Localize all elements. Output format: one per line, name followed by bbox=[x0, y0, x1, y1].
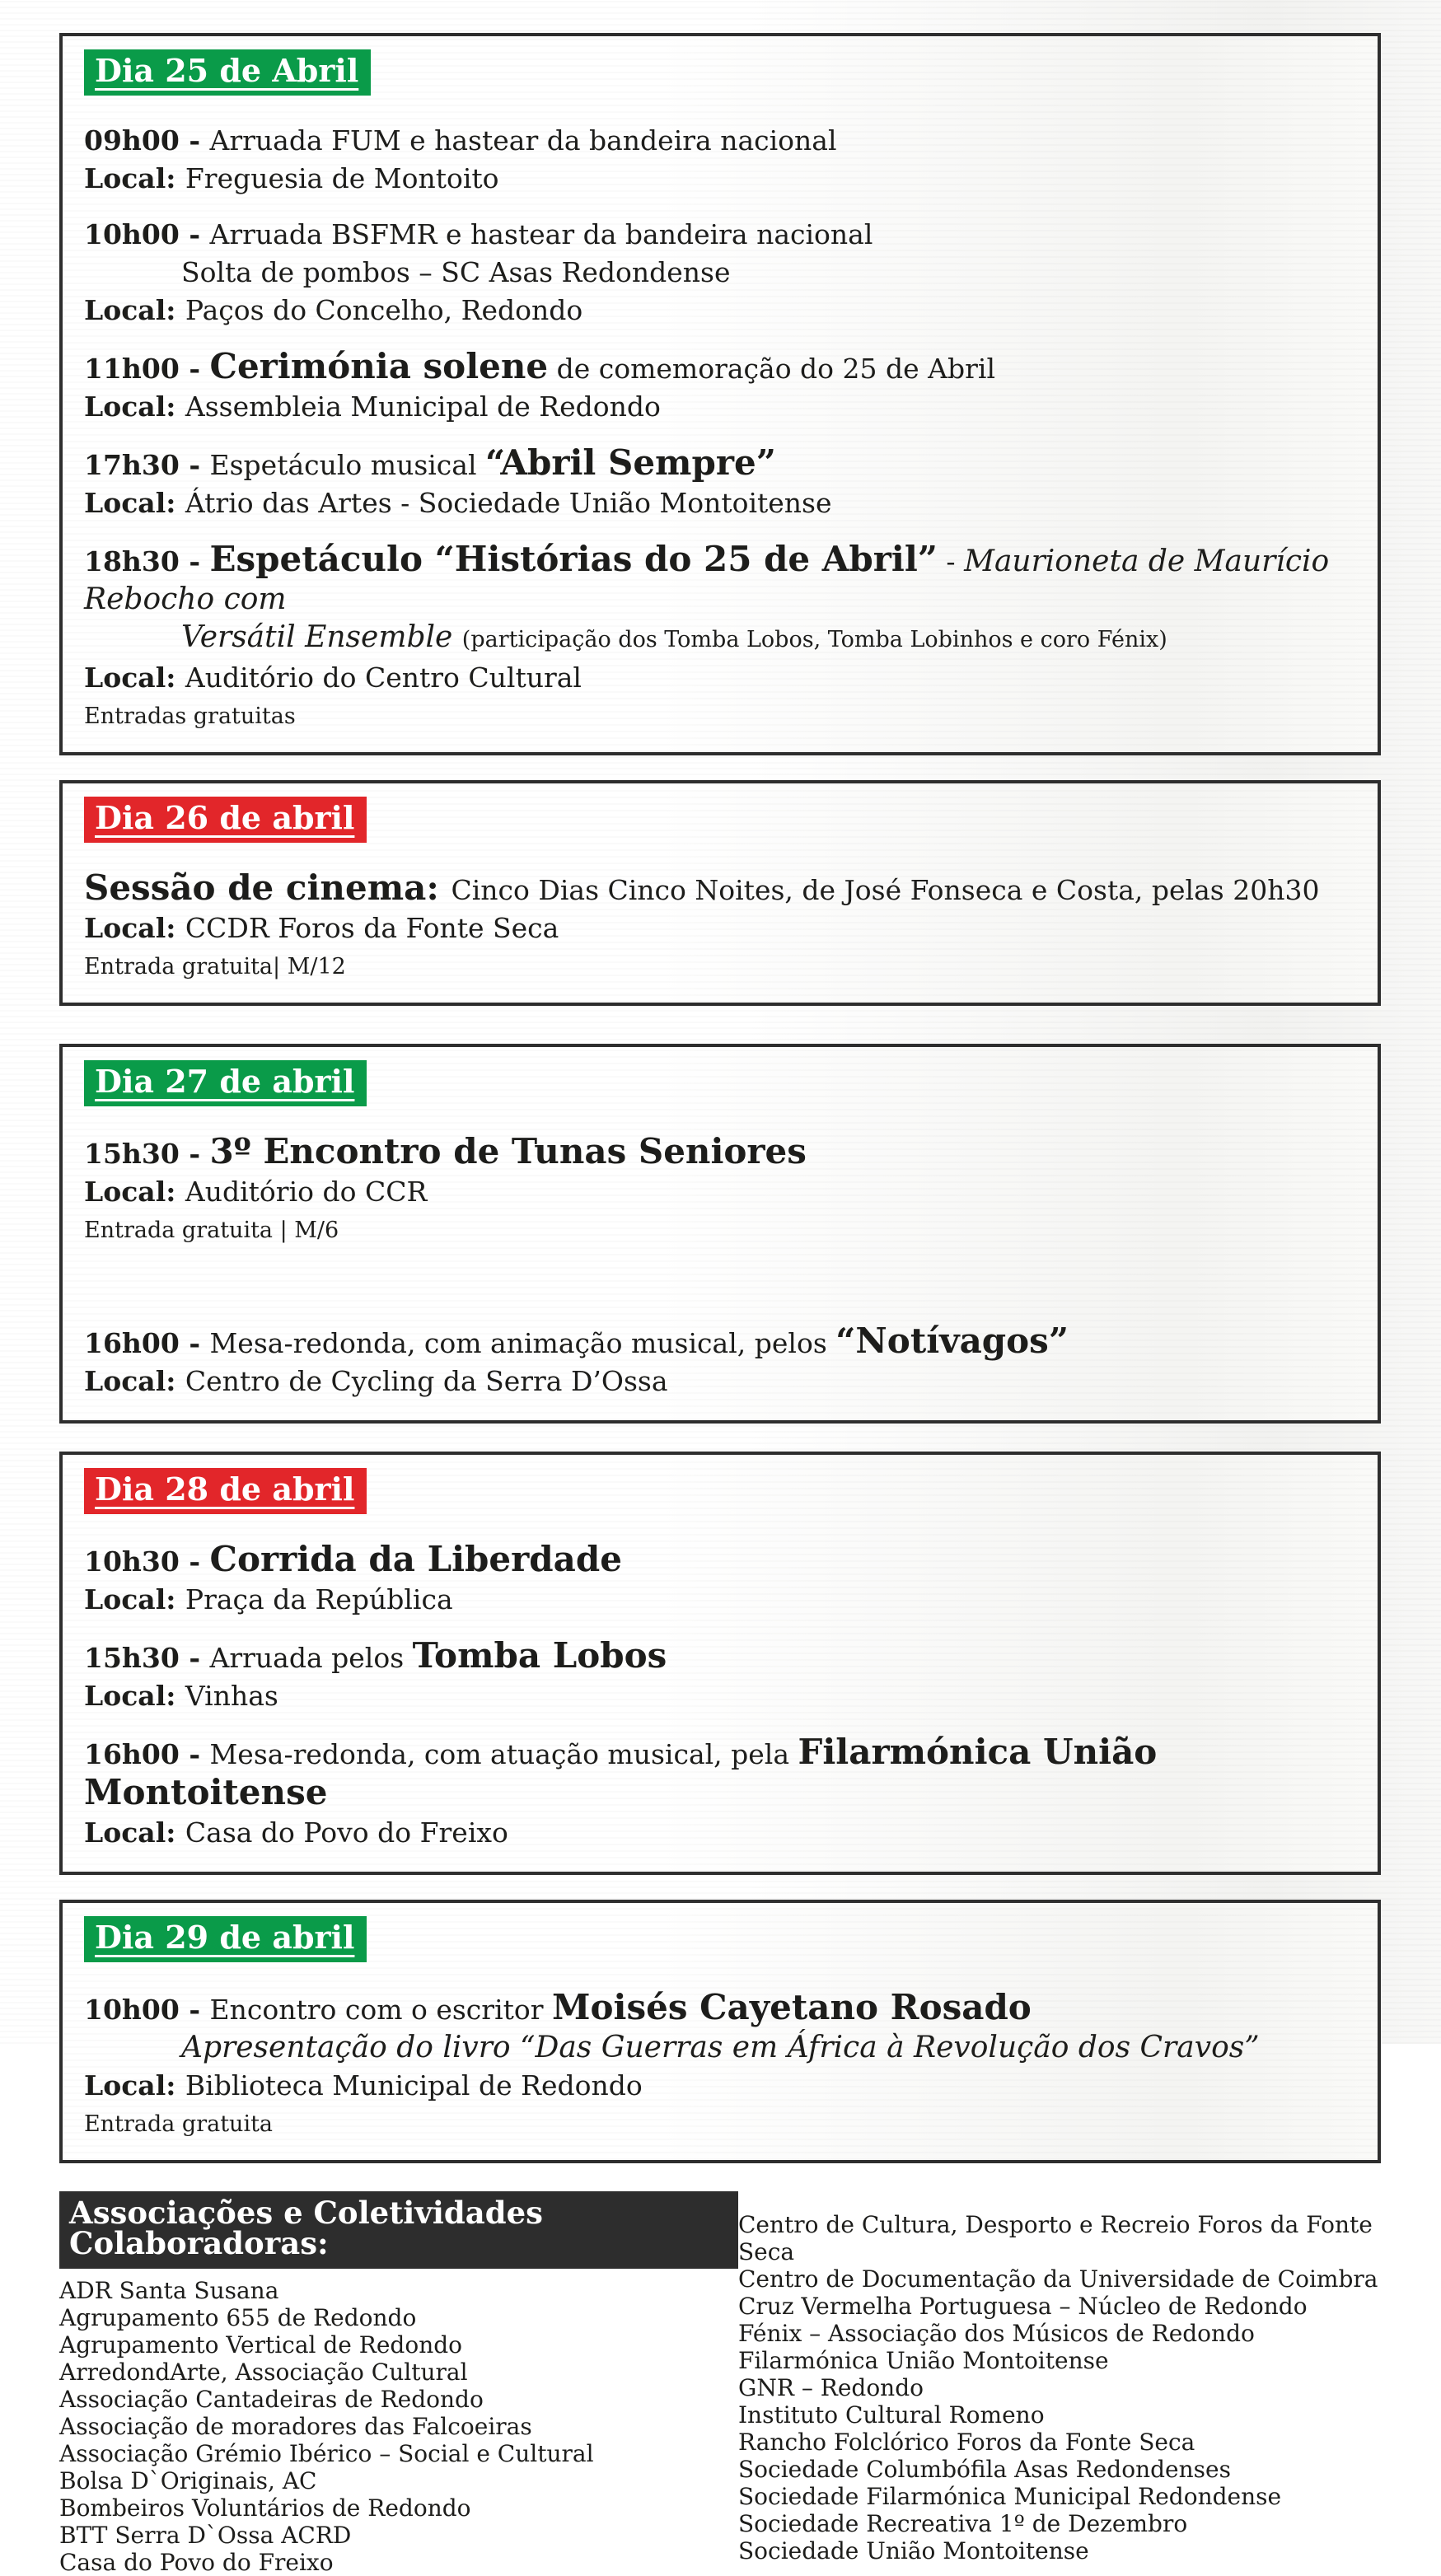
event-line bbox=[84, 1213, 1356, 1246]
event-line bbox=[84, 1363, 1356, 1400]
event-line bbox=[84, 216, 1356, 254]
segment-small: (participação dos Tomba Lobos, Tomba Lobinhos e coro Fénix) bbox=[461, 627, 1167, 652]
associations-section bbox=[59, 2191, 1381, 2576]
segment-text: Casa do Povo do Freixo bbox=[185, 1816, 508, 1849]
event-line bbox=[84, 1133, 1356, 1173]
segment-text: Paços do Concelho, Redondo bbox=[185, 294, 583, 326]
segment-text: Centro de Cycling da Serra D’Ossa bbox=[185, 1365, 668, 1397]
segment-time: 10h00 - bbox=[84, 218, 210, 250]
segment-text: Assembleia Municipal de Redondo bbox=[185, 390, 661, 423]
segment-label: Local: bbox=[84, 1365, 185, 1397]
association-item: Centro de Documentação da Universidade de Coimbra bbox=[738, 2265, 1378, 2293]
segment-big: Corrida da Liberdade bbox=[209, 1539, 622, 1579]
event-line bbox=[84, 122, 1356, 160]
event-line bbox=[84, 1173, 1356, 1211]
segment-time: 18h30 - bbox=[84, 545, 210, 577]
segment-text: Freguesia de Montoito bbox=[185, 162, 499, 194]
event-line bbox=[84, 160, 1356, 198]
segment-label: Local: bbox=[84, 1583, 185, 1615]
segment-text: Espetáculo musical bbox=[209, 449, 486, 481]
segment-big: Espetáculo “Histórias do 25 de Abril” bbox=[209, 539, 938, 579]
association-item: Cruz Vermelha Portuguesa – Núcleo de Redondo bbox=[738, 2293, 1308, 2320]
segment-text: Auditório do CCR bbox=[185, 1176, 428, 1208]
segment-time: 11h00 - bbox=[84, 353, 210, 385]
segment-label: Local: bbox=[84, 1680, 185, 1712]
segment-text: Mesa-redonda, com atuação musical, pela bbox=[209, 1738, 798, 1770]
event-line bbox=[84, 909, 1356, 947]
segment-text: Mesa-redonda, com animação musical, pelos bbox=[209, 1327, 836, 1359]
association-item: Sociedade Columbófila Asas Redondenses bbox=[738, 2456, 1231, 2483]
segment-text: de comemoração do 25 de Abril bbox=[548, 353, 995, 385]
event bbox=[84, 1989, 1356, 2140]
associations-left-list bbox=[59, 2277, 738, 2576]
segment-text: Biblioteca Municipal de Redondo bbox=[185, 2069, 643, 2101]
segment-time: 16h00 - bbox=[84, 1327, 210, 1359]
association-item: Associação Cantadeiras de Redondo bbox=[59, 2386, 484, 2413]
event-line bbox=[84, 2067, 1356, 2105]
association-item: BTT Serra D`Ossa ACRD bbox=[59, 2522, 352, 2549]
day-header-label: Dia 27 de abril bbox=[95, 1063, 355, 1100]
segment-text: Vinhas bbox=[185, 1680, 278, 1712]
association-item: Associação de moradores das Falcoeiras bbox=[59, 2413, 532, 2440]
event-line bbox=[84, 699, 1356, 732]
association-item: Sociedade Recreativa 1º de Dezembro bbox=[738, 2510, 1188, 2537]
event bbox=[84, 540, 1356, 732]
event-line bbox=[84, 1540, 1356, 1581]
segment-text: Encontro com o escritor bbox=[209, 1994, 553, 2026]
event bbox=[84, 348, 1356, 426]
event-line bbox=[84, 1677, 1356, 1715]
event bbox=[84, 216, 1356, 330]
event-line bbox=[84, 619, 1356, 659]
association-item: ArredondArte, Associação Cultural bbox=[59, 2359, 468, 2386]
segment-text: Solta de pombos – SC Asas Redondense bbox=[181, 256, 731, 288]
segment-time: 15h30 - bbox=[84, 1642, 210, 1674]
associations-right-list bbox=[738, 2211, 1381, 2564]
event-line bbox=[84, 949, 1356, 983]
segment-big: “Abril Sempre” bbox=[485, 442, 776, 483]
event bbox=[84, 1322, 1356, 1400]
day-box-27 bbox=[59, 1044, 1381, 1424]
event-line bbox=[84, 254, 1356, 292]
segment-big: Sessão de cinema: bbox=[84, 867, 451, 908]
day-box-25 bbox=[59, 33, 1381, 755]
event bbox=[84, 1540, 1356, 1619]
segment-italic: Versátil Ensemble bbox=[181, 620, 462, 654]
day-box-29 bbox=[59, 1900, 1381, 2163]
segment-text: Arruada BSFMR e hastear da bandeira nacional bbox=[209, 218, 873, 250]
event-line bbox=[84, 540, 1356, 619]
segment-text: Arruada pelos bbox=[209, 1642, 413, 1674]
association-item: ADR Santa Susana bbox=[59, 2277, 279, 2304]
segment-label: Local: bbox=[84, 1176, 185, 1208]
event-line bbox=[84, 484, 1356, 522]
segment-label: Local: bbox=[84, 487, 185, 519]
segment-big: 3º Encontro de Tunas Seniores bbox=[209, 1131, 807, 1171]
day-header-chip bbox=[84, 1060, 367, 1106]
segment-time: 10h30 - bbox=[84, 1545, 210, 1578]
event-line bbox=[84, 1581, 1356, 1619]
segment-big: Filarmónica União Montoitense bbox=[84, 1732, 1158, 1812]
association-item: Sociedade Filarmónica Municipal Redondense bbox=[738, 2483, 1282, 2510]
segment-text: Átrio das Artes - Sociedade União Montoitense bbox=[185, 487, 832, 519]
day-header-chip bbox=[84, 1468, 367, 1514]
segment-time: 16h00 - bbox=[84, 1738, 210, 1770]
segment-small: Entradas gratuitas bbox=[84, 704, 296, 729]
event-line bbox=[84, 869, 1356, 909]
segment-time: 15h30 - bbox=[84, 1138, 210, 1170]
event-line bbox=[84, 1733, 1356, 1814]
day-box-26 bbox=[59, 780, 1381, 1006]
segment-label: Local: bbox=[84, 162, 185, 194]
day-sections bbox=[59, 33, 1381, 2163]
event-line bbox=[84, 444, 1356, 484]
day-header-chip bbox=[84, 1916, 367, 1962]
segment-label: Local: bbox=[84, 2069, 185, 2101]
event-line bbox=[84, 1637, 1356, 1677]
association-item: Instituto Cultural Romeno bbox=[738, 2401, 1045, 2429]
segment-small: Entrada gratuita| M/12 bbox=[84, 954, 346, 979]
event-line bbox=[84, 1322, 1356, 1363]
association-item: Bombeiros Voluntários de Redondo bbox=[59, 2494, 471, 2522]
associations-title-bar: Associações e Coletividades Colaboradoras: bbox=[59, 2191, 738, 2269]
event bbox=[84, 1637, 1356, 1715]
segment-text: Auditório do Centro Cultural bbox=[185, 662, 582, 694]
event bbox=[84, 869, 1356, 983]
segment-big: Cerimónia solene bbox=[209, 346, 549, 386]
day-header-label: Dia 26 de abril bbox=[95, 799, 355, 836]
association-item: Casa do Povo do Freixo bbox=[59, 2549, 334, 2576]
associations-left-column bbox=[59, 2191, 738, 2576]
event bbox=[84, 1733, 1356, 1852]
event-line bbox=[84, 1814, 1356, 1852]
segment-time: 17h30 - bbox=[84, 449, 210, 481]
segment-italic: Apresentação do livro “Das Guerras em África à Revolução dos Cravos” bbox=[181, 2031, 1260, 2064]
day-header-label: Dia 29 de abril bbox=[95, 1919, 355, 1956]
segment-label: Local: bbox=[84, 662, 185, 694]
associations-right-column bbox=[738, 2191, 1381, 2564]
segment-label: Local: bbox=[84, 1816, 185, 1849]
association-item: Fénix – Associação dos Músicos de Redondo bbox=[738, 2320, 1255, 2347]
day-header-chip bbox=[84, 797, 367, 843]
segment-small: Entrada gratuita bbox=[84, 2111, 274, 2137]
association-item: Agrupamento Vertical de Redondo bbox=[59, 2331, 463, 2359]
association-item: Agrupamento 655 de Redondo bbox=[59, 2304, 417, 2331]
association-item: Filarmónica União Montoitense bbox=[738, 2347, 1109, 2374]
segment-big: “Notívagos” bbox=[835, 1321, 1069, 1361]
association-item: Rancho Folclórico Foros da Fonte Seca bbox=[738, 2429, 1195, 2456]
day-header-label: Dia 28 de abril bbox=[95, 1470, 355, 1508]
association-item: Bolsa D`Originais, AC bbox=[59, 2467, 317, 2494]
event bbox=[84, 122, 1356, 198]
association-item: Sociedade União Montoitense bbox=[738, 2537, 1089, 2564]
segment-text: - bbox=[937, 545, 965, 577]
event-line bbox=[84, 1989, 1356, 2029]
segment-label: Local: bbox=[84, 390, 185, 423]
segment-label: Local: bbox=[84, 294, 185, 326]
association-item: Associação Grémio Ibérico – Social e Cultural bbox=[59, 2440, 594, 2467]
segment-small: Entrada gratuita | M/6 bbox=[84, 1218, 339, 1243]
event-line bbox=[84, 659, 1356, 697]
segment-italic: Maurioneta de Maurício Rebocho com bbox=[84, 545, 1330, 616]
day-box-28 bbox=[59, 1452, 1381, 1875]
segment-text: Praça da República bbox=[185, 1583, 453, 1615]
segment-time: 09h00 - bbox=[84, 124, 210, 157]
segment-big: Moisés Cayetano Rosado bbox=[552, 1987, 1032, 2027]
segment-label: Local: bbox=[84, 912, 185, 944]
segment-text: Arruada FUM e hastear da bandeira nacional bbox=[209, 124, 837, 157]
event-line bbox=[84, 292, 1356, 330]
segment-text: Cinco Dias Cinco Noites, de José Fonseca e Costa, pelas 20h30 bbox=[451, 874, 1320, 906]
event-line bbox=[84, 348, 1356, 388]
event-line bbox=[84, 2029, 1356, 2067]
event-line bbox=[84, 2106, 1356, 2140]
segment-time: 10h00 - bbox=[84, 1994, 210, 2026]
association-item: Centro de Cultura, Desporto e Recreio Foros da Fonte Seca bbox=[738, 2211, 1373, 2265]
event bbox=[84, 444, 1356, 522]
segment-text: CCDR Foros da Fonte Seca bbox=[185, 912, 559, 944]
event-line bbox=[84, 388, 1356, 426]
association-item: GNR – Redondo bbox=[738, 2374, 924, 2401]
day-header-label: Dia 25 de Abril bbox=[95, 52, 359, 89]
day-header-chip bbox=[84, 49, 371, 96]
segment-big: Tomba Lobos bbox=[412, 1635, 667, 1676]
event bbox=[84, 1133, 1356, 1246]
